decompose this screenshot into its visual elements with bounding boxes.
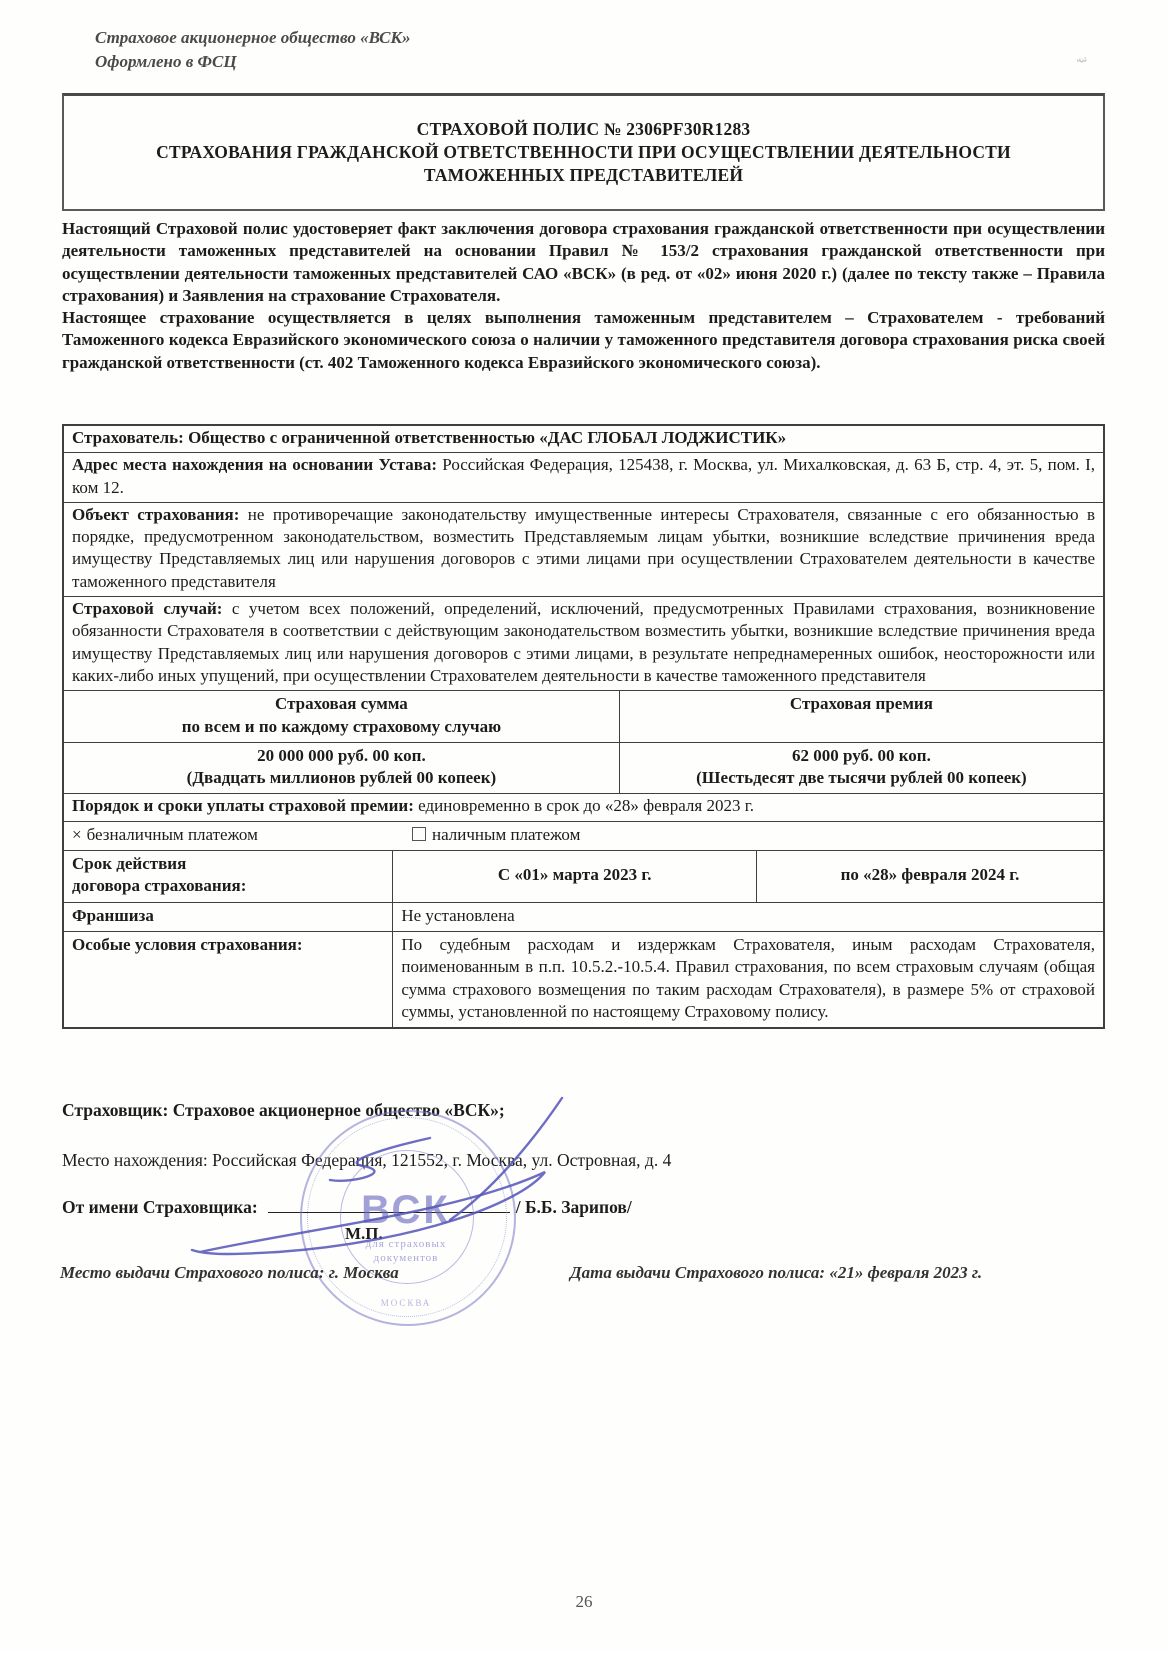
sum-value-line1: 20 000 000 руб. 00 коп. [257,745,426,765]
term-to-cell [757,851,1103,902]
premium-header-cell [620,691,1103,742]
company-seal [300,1110,516,1326]
row-insured-event [64,597,1103,691]
franchise-value-cell [393,903,1103,931]
premium-header: Страховая премия [789,694,933,714]
event-value: с учетом всех положений, определений, исключений, предусмотренных Правилами страхования, возникновение обязанности Страхователя в соответствии с действующим законодательством возместить убытки, возникшие вследствие причинения вреда имуществу Представляемых лиц или нарушения договоров с этими лицами, в результате непреднамеренных ошибок, неосторожности или каких-либо иных упущений, при осуществлении Страхователем деятельности в качестве таможенного представителя [72,599,1096,685]
term-label-cell [64,851,393,902]
issue-date-line: Дата выдачи Страхового полиса: «21» февраля 2023 г. [570,1263,983,1282]
object-label: Объект страхования: [72,504,240,524]
franchise-label-cell [64,903,393,931]
sum-header-cell [64,691,620,742]
policy-number-title: СТРАХОВОЙ ПОЛИС № 2306PF30R1283 [416,119,751,139]
policy-title-line2: СТРАХОВАНИЯ ГРАЖДАНСКОЙ ОТВЕТСТВЕННОСТИ ПРИ ОСУЩЕСТВЛЕНИИ ДЕЯТЕЛЬНОСТИ [156,142,1011,162]
row-object [64,503,1103,597]
insured-label: Страхователь: [72,428,184,447]
seal-center-text: ВСК [361,1188,451,1232]
on-behalf-label: От имени Страховщика: [62,1197,258,1217]
object-value: не противоречащие законодательству имущественные интересы Страхователя, связанные с его обязанностью в порядке, предусмотренном законодательством, возместить Представляемым лицам убытки, возникшие вследствие причинения вреда имуществу Представляемых лиц или нарушения договоров с этими лицами при осуществлении Страхователем деятельности в качестве таможенного представителя [72,504,1095,591]
row-insured [64,426,1103,453]
term-label-line2: договора страхования: [72,876,247,896]
premium-value-line2: (Шестьдесят две тысячи рублей 00 копеек) [696,768,1027,788]
scan-artifact: ҙ [1075,55,1092,64]
empty-checkbox [412,827,426,841]
intro-paragraph-1: Настоящий Страховой полис удостоверяет факт заключения договора страхования гражданской ответственности при осуществлении деятельности таможенных представителей на основании Правил № 153/2 страхования гражданской ответственности при осуществлении деятельности таможенных представителей САО «ВСК» (в ред. от «02» июня 2020 г.) (далее по тексту также – Правила страхования) и Заявления на страхование Страхователя. [62,219,1105,305]
cash-option [412,824,580,846]
row-address [64,453,1103,503]
intro-paragraph-2: Настоящее страхование осуществляется в целях выполнения таможенным представителем – Страхователем - требований Таможенного кодекса Евразийского экономического союза о наличии у таможенного представителя договора страхования риска своей гражданской ответственности (ст. 402 Таможенного кодекса Евразийского экономического союза). [62,308,1105,372]
row-franchise [64,903,1103,932]
payment-value: единовременно в срок до «28» февраля 2023 г. [418,796,755,816]
row-sum-premium-values [64,743,1103,795]
checked-x-mark: × [72,824,82,844]
letterhead [95,26,411,74]
policy-title-box [62,93,1105,211]
letterhead-office: Оформлено в ФСЦ [95,52,237,71]
seal-subtext-2: документов [373,1252,439,1264]
insurer-location-line: Место нахождения: Российская Федерация, 121552, г. Москва, ул. Островная, д. 4 [62,1150,672,1170]
signatory-name: / Б.Б. Зарипов/ [515,1197,632,1217]
event-label: Страховой случай: [72,599,223,619]
policy-title-line3: ТАМОЖЕННЫХ ПРЕДСТАВИТЕЛЕЙ [423,165,744,185]
intro-text [62,218,1105,374]
franchise-label: Франшиза [72,905,154,925]
row-special-conditions [64,932,1103,1027]
sum-value-line2: (Двадцать миллионов рублей 00 копеек) [186,768,497,788]
seal-place-abbr: М.П. [345,1224,383,1243]
row-policy-term [64,851,1103,903]
special-value-cell [393,932,1103,1027]
special-label-cell [64,932,393,1027]
term-from: С «01» марта 2023 г. [497,865,652,885]
address-value: Российская Федерация, 125438, г. Москва, ул. Михалковская, д. 63 Б, стр. 4, эт. 5, пом. I, ком 12. [72,455,1096,497]
address-label: Адрес места нахождения на основании Устава: [72,455,438,475]
premium-value-cell [620,743,1103,794]
payment-label: Порядок и сроки уплаты страховой премии: [72,796,414,816]
row-payment-method [64,822,1103,851]
special-value: По судебным расходам и издержкам Страхователя, иным расходам Страхователя, поименованным в п.п. 10.5.2.-10.5.4. Правил страхования, по всем страховым случаям (общая сумма страхового возмещения по таким расходам Страхователя), в размере 5% от страховой суммы, установленной по настоящему Страховому полису. [401,934,1095,1021]
sum-value-cell [64,743,620,794]
term-from-cell [393,851,757,902]
signature-block [62,1196,632,1218]
special-label: Особые условия страхования: [72,934,303,954]
sum-header-line1: Страховая сумма [275,694,408,714]
term-label-line1: Срок действия [72,854,187,874]
premium-value-line1: 62 000 руб. 00 коп. [791,745,931,765]
cash-label: наличным платежом [432,824,581,844]
page-number: 26 [575,1592,593,1611]
seal-subtext-1: для страховых [365,1238,447,1250]
policy-table [62,424,1105,1029]
insured-value: Общество с ограниченной ответственностью «ДАС ГЛОБАЛ ЛОДЖИСТИК» [188,428,787,447]
letterhead-company: Страховое акционерное общество «ВСК» [95,28,411,47]
cashless-option [72,824,412,846]
seal-outer-ring [300,1110,516,1326]
seal-city-text: МОСКВА [380,1298,432,1308]
signature-line [268,1196,510,1213]
cashless-label: безналичным платежом [86,824,258,844]
row-payment-terms [64,794,1103,821]
term-to: по «28» февраля 2024 г. [840,865,1020,885]
sum-header-line2: по всем и по каждому страховому случаю [181,716,502,736]
row-sum-premium-headers [64,691,1103,743]
insurer-line: Страховщик: Страховое акционерное общество «ВСК»; [62,1100,505,1120]
issue-place-line: Место выдачи Страхового полиса: г. Москва [60,1263,399,1282]
franchise-value: Не установлена [401,905,515,925]
